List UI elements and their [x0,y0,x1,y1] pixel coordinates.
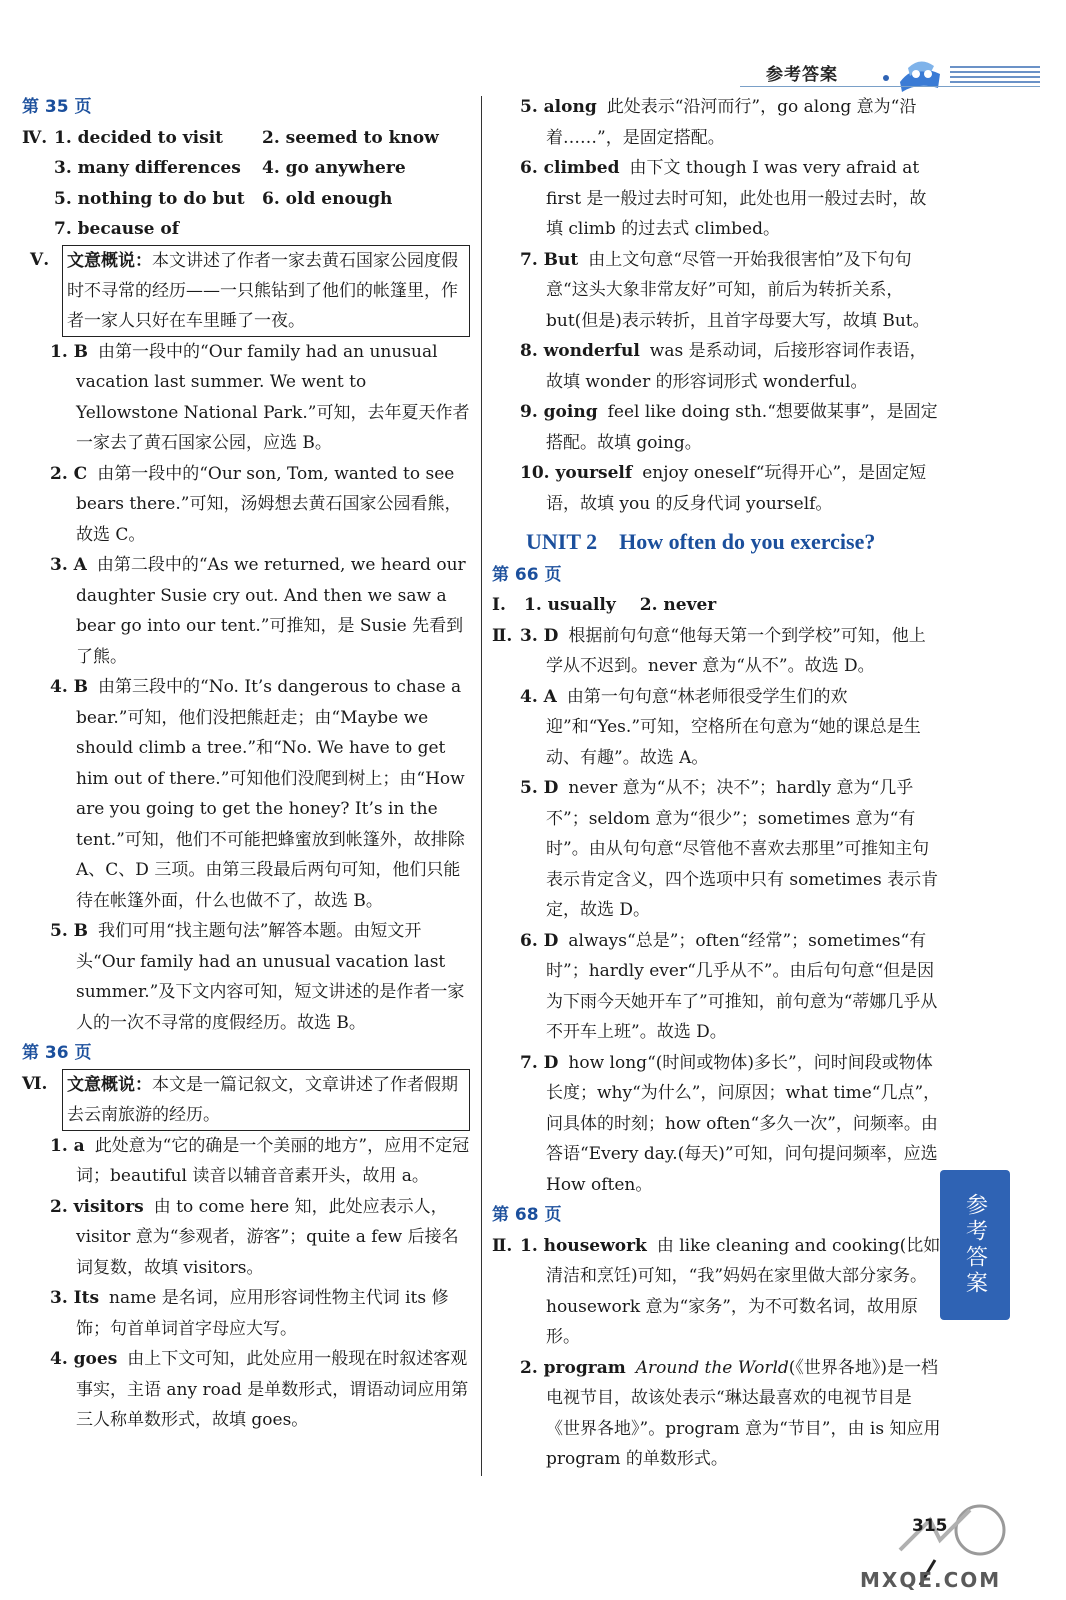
watermark-text: MXQE.COM [860,1568,1002,1592]
section-iv-row3 [22,184,470,215]
section-vi [22,1069,470,1131]
explanation-item [50,916,470,1038]
explanation-item [520,621,942,682]
section-i-row [492,590,942,621]
side-tab-answers: 参考答案 [940,1170,1010,1320]
answer: 1. decided to visit [54,127,224,148]
explanation-item [50,550,470,672]
right-column [492,92,942,1475]
answer-key: 1. housework [520,1235,647,1256]
explanation-text: 此处意为“它的确是一个美丽的地方”，应用不定冠词；beautiful 读音以辅音音素开头，故用 a。 [76,1135,470,1186]
explanation-item [520,245,942,337]
answer-key: 3. Its [50,1288,100,1308]
summary-text: 本文讲述了作者一家去黄石国家公园度假时不寻常的经历——一只熊钻到了他们的帐篷里，作者一家人只好在车里睡了一夜。 [67,250,458,331]
explanation-item [520,682,942,774]
answer-key: 4. goes [50,1349,118,1369]
explanation-text: 由 like cleaning and cooking(比如清洁和烹饪)可知，“我”妈妈在家里做大部分家务。housework 意为“家务”，为不可数名词，故用原形。 [546,1235,941,1347]
explanation-text: 由第一句句意“林老师很受学生们的欢迎”和“Yes.”可知，空格所在句意为“她的课总是生动、有趣”。故选 A。 [546,686,921,768]
explanation-item [50,672,470,916]
explanation-item [50,1192,470,1284]
answer-key: 7. But [520,249,579,270]
column-divider [481,96,482,1476]
section-ii [492,621,942,682]
summary-label: 文意概说： [67,1074,152,1095]
section-ii-label: Ⅱ. [492,1235,513,1256]
explanation-text: 由上文句意“尽管一开始我很害怕”及下句句意“这头大象非常友好”可知，前后为转折关系，but(但是)表示转折，且首字母要大写，故填 But。 [546,249,930,331]
page-ref-36: 第 36 页 [22,1043,92,1063]
explanation-text: name 是名词，应用形容词性物主代词 its 修饰；句首单词首字母应大写。 [76,1288,449,1339]
explanation-text: never 意为“从不；决不”；hardly 意为“几乎不”；seldom 意为“很少”；sometimes 意为“有时”。由从句句意“尽管他不喜欢去那里”可推知主句表示肯定含义，四个选项中只有 sometimes 表示肯定，故选 D。 [546,778,939,920]
answer: 6. old enough [262,188,393,209]
answer: 5. nothing to do but [54,188,245,209]
summary-text: 本文是一篇记叙文，文章讲述了作者假期去云南旅游的经历。 [67,1074,458,1125]
answer-key: 10. yourself [520,463,633,483]
answer: 2. seemed to know [262,127,439,148]
explanation-text: was 是系动词，后接形容词作表语，故填 wonder 的形容词形式 wonderful。 [546,341,927,392]
explanation-text: 由 to come here 知，此处应表示人，visitor 意为“参观者，游客”；quite a few 后接名词复数，故填 visitors。 [76,1196,459,1278]
explanation-item [50,1131,470,1192]
section-i-label: Ⅰ. [492,595,506,615]
summary-box [62,1069,470,1131]
summary-label: 文意概说： [67,250,152,271]
page-ref-66: 第 66 页 [492,564,562,585]
header-title: 参考答案 [766,65,838,85]
explanation-text: 我们可用“找主题句法”解答本题。由短文开头“Our family had an unusual vacation last summer.”及下文内容可知，短文讲述的是作者一家人的一次不寻常的度假经历。故选 B。 [76,921,465,1033]
answer-key: 3. A [50,555,87,575]
section-v [22,245,470,337]
answer: 7. because of [54,219,180,239]
explanation-text: 根据前句句意“他每天第一个到学校”可知，他上学从不迟到。never 意为“从不”。故选 D。 [546,625,926,676]
answer-key: 1. B [50,341,89,362]
answer-key: 8. wonderful [520,341,640,361]
book-mascot-icon [880,52,950,96]
explanation-item [50,1344,470,1436]
explanation-item [50,459,470,551]
explanation-item [520,458,942,519]
page-number: 315 [912,1516,948,1536]
explanation-text: 此处表示“沿河而行”，go along 意为“沿着……”，是固定搭配。 [546,97,917,148]
section-iv-row1 [22,123,470,154]
explanation-item [520,773,942,926]
section-v-label: Ⅴ. [30,249,50,270]
header-decoration [950,66,1040,86]
left-column [22,92,470,1436]
explanation-text: (《世界各地》)是一档电视节目，故该处表示“琳达最喜欢的电视节目是《世界各地》”。program 意为“节目”，由 is 知应用 program 的单数形式。 [546,1357,941,1469]
explanation-text: feel like doing sth.“想要做某事”，是固定搭配。故填 going。 [546,402,938,453]
explanation-item [520,1048,942,1201]
unit-heading: UNIT 2 How often do you exercise? [526,529,876,554]
explanation-item [520,153,942,245]
page-ref-68: 第 68 页 [492,1205,562,1225]
answer: 2. never [639,595,717,615]
explanation-text: always“总是”；often“经常”；sometimes“有时”；hardly ever“几乎从不”。由后句句意“但是因为下雨今天她开车了”可推知，前句意为“蒂娜几乎从不开车上班”。故选 D。 [546,930,938,1042]
explanation-item [520,1353,942,1475]
answer: 3. many differences [54,158,241,178]
explanation-item [520,336,942,397]
answer-key: 2. program [520,1357,626,1378]
explanation-item [520,926,942,1048]
answer: 4. go anywhere [262,158,406,178]
explanation-item [520,1231,942,1353]
explanation-text: 由第一段中的“Our family had an unusual vacation last summer. We went to Yellowstone National Park.”可知，去年夏天作者一家去了黄石国家公园，应选 B。 [76,341,470,453]
explanation-text: 由第三段中的“No. It’s dangerous to chase a bear.”可知，他们没把熊赶走；由“Maybe we should climb a tree.”和“No. We have to get him out of there.”可知他们没爬到树上；由“How are you going to get the honey? It’s in the tent.”可知，他们不可能把蜂蜜放到帐篷外，故排除 A、C、D 三项。由第三段最后两句可知，他们只能待在帐篷外面，什么也做不了，故选 B。 [76,677,465,911]
italic-title: Around the World [635,1357,789,1378]
explanation-text: how long“(时间或物体)多长”，问时间段或物体长度；why“为什么”，问原因；what time“几点”，问具体的时刻；how often“多久一次”，问频率。由答语“Every day.(每天)”可知，问句提问频率，应选 How often。 [546,1052,941,1195]
section-iv-label: Ⅳ. [22,127,48,148]
explanation-item [50,1283,470,1344]
answer-key: 2. visitors [50,1196,144,1217]
answer-key: 6. D [520,930,559,951]
section-vi-label: Ⅵ. [22,1073,48,1094]
explanation-text: enjoy oneself“玩得开心”，是固定短语，故填 you 的反身代词 yourself。 [546,463,927,514]
explanation-text: 由第一段中的“Our son, Tom, wanted to see bears there.”可知，汤姆想去黄石国家公园看熊，故选 C。 [76,463,462,545]
answer-key: 5. D [520,778,559,798]
explanation-text: 由上下文可知，此处应用一般现在时叙述客观事实，主语 any road 是单数形式，谓语动词应用第三人称单数形式，故填 goes。 [76,1349,469,1430]
answer-key: 2. C [50,463,88,484]
summary-box [62,245,470,337]
answer-key: 7. D [520,1052,559,1073]
explanation-text: 由下文 though I was very afraid at first 是一般过去时可知，此处也用一般过去时，故填 climb 的过去式 climbed。 [546,158,927,239]
answer-key: 9. going [520,402,598,422]
explanation-item [50,337,470,459]
answer-key: 6. climbed [520,158,620,178]
answer-key: 5. along [520,97,597,117]
section-iv-row2 [22,153,470,184]
section-ii-68 [492,1231,942,1353]
answer-key: 4. B [50,677,89,697]
answer: 1. usually [524,595,616,615]
answer-key: 4. A [520,686,557,707]
answer-key: 5. B [50,921,89,941]
header-rule [740,86,1040,87]
answer-key: 1. a [50,1135,85,1156]
explanation-item [520,397,942,458]
explanation-text: 由第二段中的“As we returned, we heard our daughter Susie cry out. And then we saw a bear go into our tent.”可推知，是 Susie 先看到了熊。 [76,555,466,667]
page-ref-35: 第 35 页 [22,97,92,117]
answer-key: 3. D [520,625,559,646]
section-iv-row4 [22,214,470,245]
explanation-item [520,92,942,153]
section-ii-label: Ⅱ. [492,625,513,646]
